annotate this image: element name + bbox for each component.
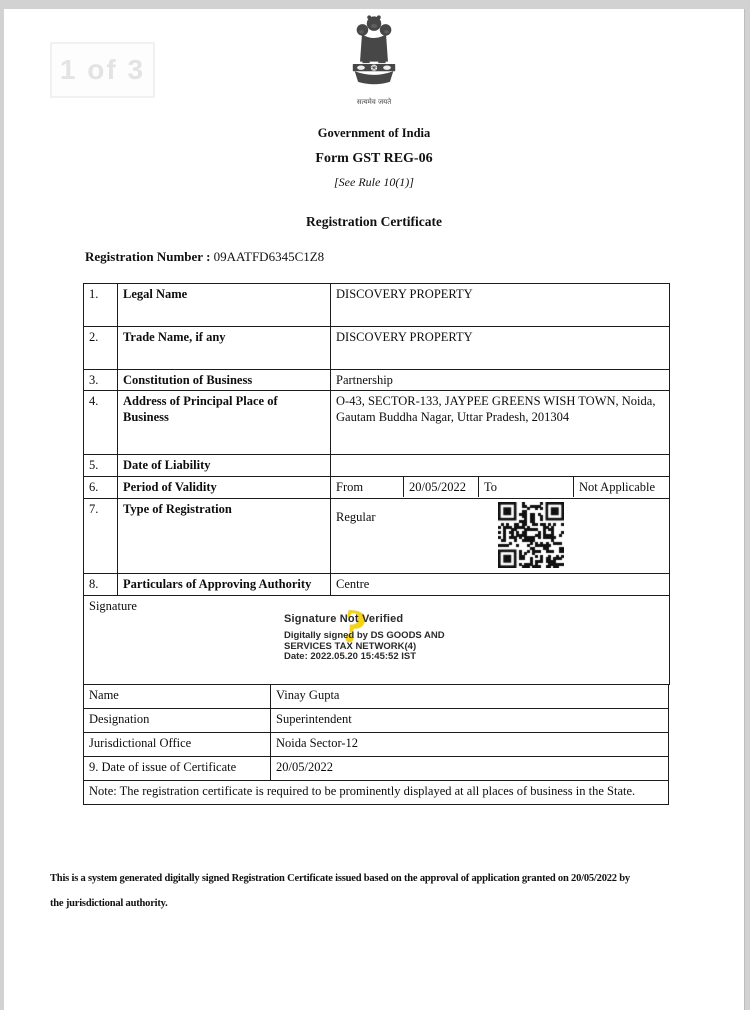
- row-label: Period of Validity: [118, 477, 331, 499]
- rule-reference-line: [See Rule 10(1)]: [334, 175, 414, 189]
- signature-date-line: Date: 2022.05.20 15:45:52 IST: [284, 651, 417, 663]
- officer-label: Designation: [84, 709, 271, 733]
- lion-capital-icon: [345, 13, 403, 92]
- signature-status: Signature Not Verified: [284, 613, 404, 625]
- page-indicator: [50, 42, 155, 98]
- table-row: [84, 709, 669, 733]
- officer-label: Jurisdictional Office: [84, 733, 271, 757]
- document-header: [4, 126, 744, 230]
- row-number: 7.: [84, 499, 118, 574]
- table-row: [84, 327, 670, 370]
- table-row: [84, 284, 670, 327]
- form-number-line: Form GST REG-06: [315, 151, 433, 166]
- signature-warning-question-mark-icon: ?: [336, 598, 372, 656]
- note-text: Note: The registration certificate is required to be prominently displayed at all places of business in the State.: [84, 781, 669, 805]
- footer-statement: [50, 866, 740, 916]
- qr-code: [498, 502, 564, 568]
- row-value: DISCOVERY PROPERTY: [331, 284, 670, 327]
- officer-value: Superintendent: [271, 709, 669, 733]
- document-sheet: [4, 9, 744, 1010]
- officer-label: Name: [84, 685, 271, 709]
- registration-type-value: Regular: [336, 510, 376, 524]
- row-label: Date of Liability: [118, 455, 331, 477]
- row-number: 4.: [84, 391, 118, 455]
- table-row: [84, 574, 670, 596]
- row-value: DISCOVERY PROPERTY: [331, 327, 670, 370]
- row-label: Legal Name: [118, 284, 331, 327]
- signature-details: [284, 631, 445, 663]
- table-row: [84, 733, 669, 757]
- table-row: [84, 477, 670, 499]
- approving-officer-table: [83, 684, 669, 805]
- row-number: 2.: [84, 327, 118, 370]
- row-number: 6.: [84, 477, 118, 499]
- table-row: [84, 455, 670, 477]
- row-number: 5.: [84, 455, 118, 477]
- row-label: Particulars of Approving Authority: [118, 574, 331, 596]
- row-number: 8.: [84, 574, 118, 596]
- registration-number-label: Registration Number :: [85, 249, 211, 264]
- page-edge: [744, 9, 745, 1010]
- validity-to-label: To: [478, 477, 573, 497]
- emblem-motto: सत्यमेव जयते: [356, 98, 392, 106]
- emblem-of-india: [304, 13, 444, 107]
- validity-from-label: From: [336, 480, 364, 494]
- row-value: O-43, SECTOR-133, JAYPEE GREENS WISH TOWN, Noida, Gautam Buddha Nagar, Uttar Pradesh, 201304: [331, 391, 670, 455]
- signed-by-line: SERVICES TAX NETWORK(4): [284, 640, 417, 652]
- table-row: [84, 370, 670, 391]
- row-label: Address of Principal Place of Business: [118, 391, 331, 455]
- signature-row: [84, 596, 670, 685]
- signed-by-line: Digitally signed by DS GOODS AND: [284, 630, 445, 642]
- certificate-title: Registration Certificate: [305, 214, 443, 229]
- officer-value: 20/05/2022: [271, 757, 669, 781]
- registration-number-value: 09AATFD6345C1Z8: [213, 249, 325, 264]
- officer-label: 9. Date of issue of Certificate: [84, 757, 271, 781]
- note-row: [84, 781, 669, 805]
- page-indicator-text: 1 of 3: [59, 54, 146, 85]
- footer-line: the jurisdictional authority.: [50, 898, 168, 909]
- officer-value: Noida Sector-12: [271, 733, 669, 757]
- validity-period-cells: [331, 477, 669, 497]
- row-label: Constitution of Business: [118, 370, 331, 391]
- digital-signature-block: [284, 598, 445, 663]
- table-row: [84, 499, 670, 574]
- signature-label: Signature: [89, 599, 137, 613]
- row-label: Trade Name, if any: [118, 327, 331, 370]
- officer-value: Vinay Gupta: [271, 685, 669, 709]
- row-number: 1.: [84, 284, 118, 327]
- row-value: Partnership: [331, 370, 670, 391]
- table-row: [84, 685, 669, 709]
- row-value: [331, 455, 670, 477]
- row-number: 3.: [84, 370, 118, 391]
- row-value: Centre: [331, 574, 670, 596]
- footer-line: This is a system generated digitally signed Registration Certificate issued based on the approval of application granted on 20/05/2022 by: [50, 873, 630, 884]
- table-row: [84, 391, 670, 455]
- validity-from-value: 20/05/2022: [403, 477, 478, 497]
- table-row: [84, 757, 669, 781]
- registration-details-table: [83, 283, 670, 685]
- row-label: Type of Registration: [118, 499, 331, 574]
- registration-number-line: [85, 249, 324, 265]
- government-of-india-line: Government of India: [317, 126, 431, 140]
- validity-to-value: Not Applicable: [573, 477, 669, 497]
